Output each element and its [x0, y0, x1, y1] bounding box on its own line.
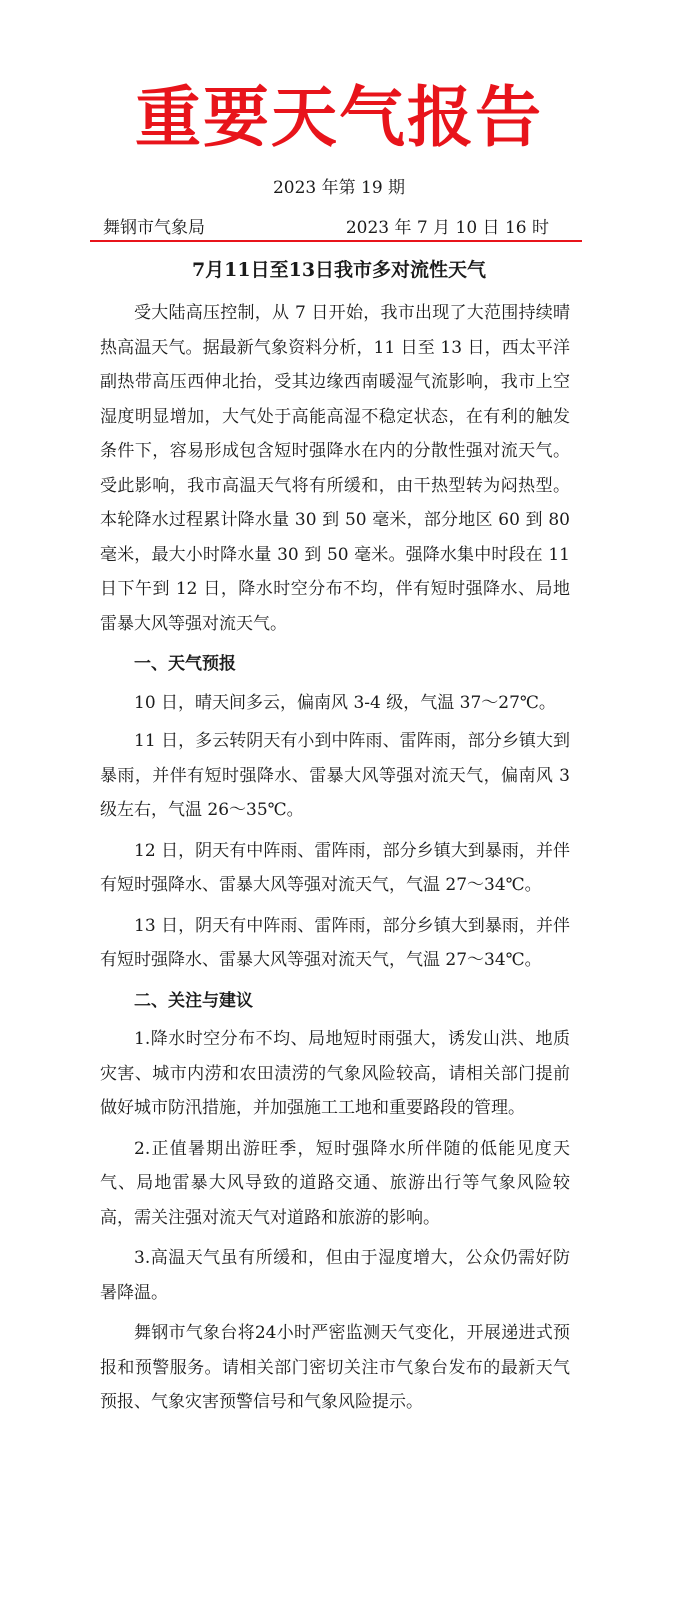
section-heading-advice: 二、关注与建议: [134, 990, 253, 1011]
section-heading-forecast: 一、天气预报: [134, 654, 236, 674]
forecast-day-11: 11 日，多云转阴天有小到中阵雨、雷阵雨，部分乡镇大到暴雨，并伴有短时强降水、雷暴大风等强对流天气，偏南风 3 级左右，气温 26～35℃。: [100, 731, 570, 820]
advice-item-2: 2.正值暑期出游旺季，短时强降水所伴随的低能见度天气、局地雷暴大风导致的道路交通、旅游出行等气象风险较高，需关注强对流天气对道路和旅游的影响。: [100, 1138, 570, 1228]
report-headline: 7月11日至13日我市多对流性天气: [191, 259, 487, 281]
issue-time: 2023 年 7 月 10 日 16 时: [345, 218, 549, 238]
report-body: [100, 296, 570, 1426]
issue-number: 2023 年第 19 期: [272, 178, 406, 198]
forecast-day-13: 13 日，阴天有中阵雨、雷阵雨，部分乡镇大到暴雨，并伴有短时强降水、雷暴大风等强对流天气，气温 27～34℃。: [100, 915, 570, 970]
intro-paragraph: 受大陆高压控制，从 7 日开始，我市出现了大范围持续晴热高温天气。据最新气象资料分析，11 日至 13 日，西太平洋副热带高压西伸北抬，受其边缘西南暖湿气流影响，我市上空湿度明显增加，大气处于高能高湿不稳定状态，在有利的触发条件下，容易形成包含短时强降水在内的分散性强对流天气。受此影响，我市高温天气将有所缓和，由干热型转为闷热型。本轮降水过程累计降水量 30 到 50 毫米，部分地区 60 到 80 毫米，最大小时降水量 30 到 50 毫米。强降水集中时段在 11 日下午到 12 日，降水时空分布不均，伴有短时强降水、局地雷暴大风等强对流天气。: [100, 303, 570, 634]
advice-item-3: 3.高温天气虽有所缓和，但由于湿度增大，公众仍需好防暑降温。: [100, 1248, 570, 1303]
issuer-name: 舞钢市气象局: [103, 218, 205, 238]
advice-item-1: 1.降水时空分布不均、局地短时雨强大，诱发山洪、地质灾害、城市内涝和农田渍涝的气象风险较高，请相关部门提前做好城市防汛措施，并加强施工工地和重要路段的管理。: [100, 1029, 570, 1118]
red-divider: [90, 240, 582, 242]
forecast-day-12: 12 日，阴天有中阵雨、雷阵雨，部分乡镇大到暴雨，并伴有短时强降水、雷暴大风等强对流天气，气温 27～34℃。: [100, 840, 570, 895]
closing-paragraph: 舞钢市气象台将24小时严密监测天气变化，开展递进式预报和预警服务。请相关部门密切关注市气象台发布的最新天气预报、气象灾害预警信号和气象风险提示。: [100, 1323, 570, 1412]
forecast-day-10: 10 日，晴天间多云，偏南风 3-4 级，气温 37～27℃。: [134, 692, 556, 713]
report-banner-title: 重要天气报告: [135, 79, 543, 156]
